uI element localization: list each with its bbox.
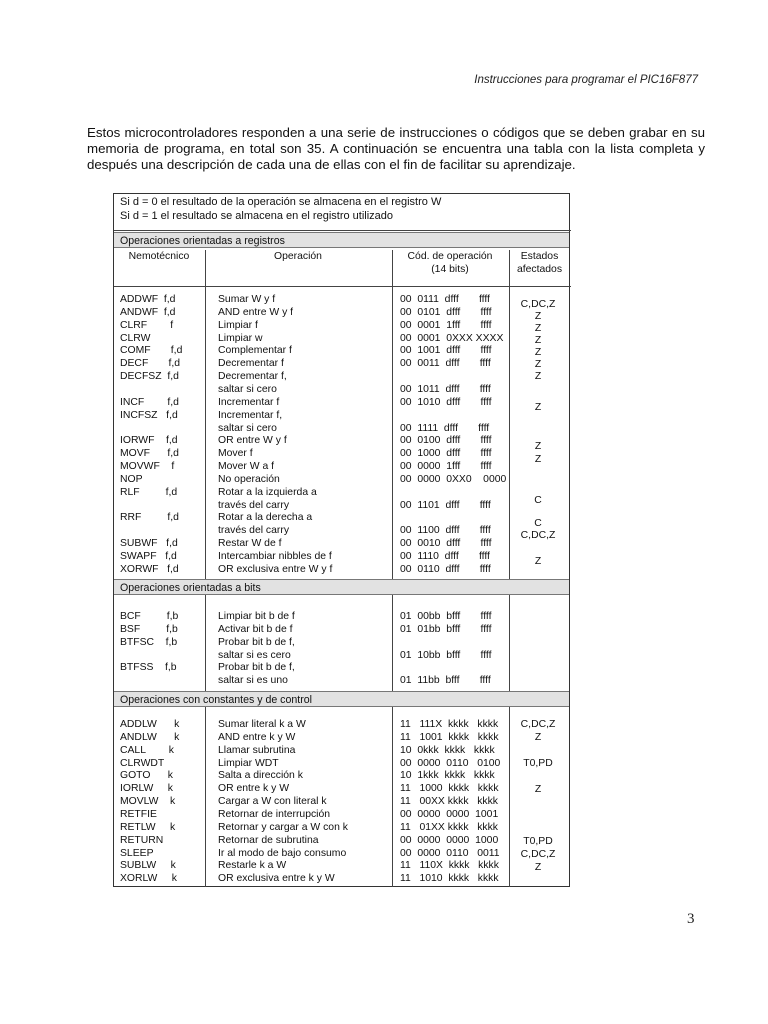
mnemonic-cell: ANDWF f,d <box>120 306 176 318</box>
opcode-cell: 00 0110 dfff ffff <box>400 563 491 575</box>
section-title-registers: Operaciones orientadas a registros <box>114 232 569 248</box>
opcode-cell: 00 1110 dfff ffff <box>400 551 490 562</box>
table-row <box>114 847 571 860</box>
page-header-title: Instrucciones para programar el PIC16F877 <box>474 74 698 86</box>
mnemonic-cell: RLF f,d <box>120 486 178 498</box>
table-row <box>114 610 571 623</box>
mnemonic-cell: RETFIE <box>120 808 157 820</box>
opcode-cell: 00 1101 dfff ffff <box>400 499 491 511</box>
operation-cell: OR exclusiva entre k y W <box>218 873 335 885</box>
operation-cell: OR exclusiva entre W y f <box>218 563 333 575</box>
flags-cell <box>509 797 567 809</box>
mnemonic-cell: ADDWF f,d <box>120 294 176 305</box>
flags-cell: Z <box>534 454 542 465</box>
page-number: 3 <box>687 911 695 927</box>
operation-cell: OR entre W y f <box>218 435 287 447</box>
opcode-cell: 00 0000 0110 0100 <box>400 757 501 769</box>
opcode-cell: 00 0001 1fff ffff <box>400 319 492 331</box>
table-row <box>114 422 571 435</box>
mnemonic-cell: NOP <box>120 473 143 485</box>
table-row <box>114 293 571 306</box>
mnemonic-cell: BSF f,b <box>120 623 178 635</box>
flags-cell: Z <box>534 359 542 370</box>
table-row <box>114 821 571 834</box>
table-row <box>114 306 571 319</box>
operation-cell: saltar si es cero <box>218 649 291 661</box>
operation-cell: Decrementar f, <box>218 371 287 383</box>
table-row <box>114 524 571 537</box>
opcode-cell: 00 1000 dfff ffff <box>400 448 492 460</box>
opcode-cell: 01 11bb bfff ffff <box>400 675 491 687</box>
table-row <box>114 718 571 731</box>
operation-cell: No operación <box>218 473 280 485</box>
opcode-cell: 10 0kkk kkkk kkkk <box>400 744 495 756</box>
note-d1: Si d = 1 el resultado se almacena en el registro utilizado <box>120 210 394 222</box>
opcode-cell: 10 1kkk kkkk kkkk <box>400 770 495 782</box>
opcode-cell: 00 0000 0XX0 0000 <box>400 473 507 485</box>
opcode-cell: 11 110X kkkk kkkk <box>400 860 499 872</box>
flags-cell <box>509 823 567 835</box>
column-header-mnemonic: Nemotécnico <box>128 251 190 262</box>
mnemonic-cell: CALL k <box>120 744 174 756</box>
flags-cell <box>509 875 567 887</box>
flags-cell: Z <box>534 323 542 334</box>
mnemonic-cell: GOTO k <box>120 770 173 782</box>
opcode-cell: 00 1111 dfff ffff <box>400 422 490 434</box>
flags-cell: Z <box>534 402 542 413</box>
flags-cell: Z <box>534 732 542 743</box>
mnemonic-cell: XORLW k <box>120 873 177 885</box>
opcode-cell: 00 1001 dfff ffff <box>400 345 492 357</box>
opcode-cell: 00 1011 dfff ffff <box>400 383 491 395</box>
operation-cell: Probar bit b de f, <box>218 636 295 648</box>
intro-paragraph: Estos microcontroladores responden a una serie de instrucciones o códigos que se deben grabar en su memoria de programa, en total son 35. A continuación se encuentra una tabla con la lista completa y después una descripción de cada una de ellas con el fin de facilitar su aprendizaje. <box>87 125 705 172</box>
opcode-cell: 00 0111 dfff ffff <box>400 294 490 305</box>
mnemonic-cell: SUBWF f,d <box>120 538 178 550</box>
mnemonic-cell: COMF f,d <box>120 345 183 357</box>
mnemonic-cell: RETLW k <box>120 821 176 833</box>
column-header-divider <box>114 286 571 287</box>
operation-cell: través del carry <box>218 499 290 511</box>
operation-cell: Intercambiar nibbles de f <box>218 551 332 562</box>
table-row <box>114 782 571 795</box>
operation-cell: Incrementar f, <box>218 409 283 421</box>
table-row <box>114 396 571 409</box>
operation-cell: Restarle k a W <box>218 860 287 872</box>
table-row <box>114 744 571 757</box>
operation-cell: Retornar de interrupción <box>218 808 331 820</box>
column-header-operation: Operación <box>274 251 322 262</box>
opcode-cell: 01 00bb bfff ffff <box>400 611 492 622</box>
operation-cell: Limpiar bit b de f <box>218 611 295 622</box>
mnemonic-cell: CLRWDT <box>120 757 165 769</box>
flags-cell: C,DC,Z <box>520 530 556 541</box>
table-row <box>114 447 571 460</box>
table-row <box>114 473 571 486</box>
table-row <box>114 636 571 649</box>
table-row <box>114 344 571 357</box>
opcode-cell: 00 0001 0XXX XXXX <box>400 332 504 344</box>
opcode-cell: 00 0101 dfff ffff <box>400 306 492 318</box>
table-row <box>114 872 571 885</box>
flags-cell <box>509 771 567 783</box>
operation-cell: AND entre W y f <box>218 306 294 318</box>
table-row <box>114 357 571 370</box>
mnemonic-cell: SWAPF f,d <box>120 551 177 562</box>
flags-cell <box>509 810 567 822</box>
flags-cell: C,DC,Z <box>520 299 556 310</box>
mnemonic-cell: IORLW k <box>120 783 173 795</box>
operation-cell: Limpiar f <box>218 319 258 331</box>
table-row <box>114 563 571 576</box>
flags-cell <box>509 745 567 757</box>
operation-cell: AND entre k y W <box>218 731 296 743</box>
mnemonic-cell: IORWF f,d <box>120 435 178 447</box>
opcode-cell: 00 1100 dfff ffff <box>400 525 491 537</box>
mnemonic-cell: INCF f,d <box>120 396 179 408</box>
notes-divider <box>114 230 571 231</box>
table-row <box>114 486 571 499</box>
opcode-cell: 11 1010 kkkk kkkk <box>400 873 499 885</box>
opcode-cell: 11 1000 kkkk kkkk <box>400 783 499 795</box>
operation-cell: Rotar a la derecha a <box>218 512 313 524</box>
table-row <box>114 460 571 473</box>
operation-cell: Limpiar WDT <box>218 757 279 769</box>
flags-cell: T0,PD <box>523 758 553 769</box>
table-row <box>114 383 571 396</box>
mnemonic-cell: DECF f,d <box>120 358 181 370</box>
flags-cell: C <box>534 495 542 506</box>
table-row <box>114 769 571 782</box>
operation-cell: Activar bit b de f <box>218 623 293 635</box>
mnemonic-cell: CLRF f <box>120 319 174 331</box>
column-header-flags: Estados afectados <box>516 251 563 275</box>
operation-cell: Ir al modo de bajo consumo <box>218 847 347 859</box>
table-row <box>114 731 571 744</box>
operation-cell: Restar W de f <box>218 538 282 550</box>
table-row <box>114 795 571 808</box>
mnemonic-cell: BTFSS f,b <box>120 662 177 674</box>
operation-cell: Retornar de subrutina <box>218 834 319 846</box>
mnemonic-cell: MOVF f,d <box>120 448 179 460</box>
operation-cell: Mover f <box>218 448 253 460</box>
table-row <box>114 834 571 847</box>
flags-cell: Z <box>534 862 542 873</box>
flags-cell: Z <box>534 441 542 452</box>
operation-cell: Retornar y cargar a W con k <box>218 821 348 833</box>
flags-cell: Z <box>534 371 542 382</box>
opcode-cell: 00 1010 dfff ffff <box>400 396 492 408</box>
operation-cell: Limpiar w <box>218 332 263 344</box>
opcode-cell: 00 0000 1fff ffff <box>400 461 492 473</box>
table-row <box>114 859 571 872</box>
section-title-constants: Operaciones con constantes y de control <box>114 691 569 707</box>
opcode-cell: 11 1001 kkkk kkkk <box>400 731 499 743</box>
flags-cell: C <box>534 518 542 529</box>
opcode-cell: 00 0000 0000 1001 <box>400 808 499 820</box>
mnemonic-cell: SUBLW k <box>120 860 176 872</box>
mnemonic-cell: MOVLW k <box>120 796 176 808</box>
operation-cell: Mover W a f <box>218 461 275 473</box>
mnemonic-cell: INCFSZ f,d <box>120 409 178 421</box>
operation-cell: Probar bit b de f, <box>218 662 295 674</box>
operation-cell: Sumar literal k a W <box>218 719 306 730</box>
operation-cell: saltar si cero <box>218 383 277 395</box>
column-header-opcode: Cód. de operación (14 bits) <box>407 251 493 275</box>
opcode-cell: 00 0100 dfff ffff <box>400 435 492 447</box>
table-row <box>114 499 571 512</box>
operation-cell: Incrementar f <box>218 396 280 408</box>
table-row <box>114 674 571 687</box>
table-row <box>114 808 571 821</box>
operation-cell: Salta a dirección k <box>218 770 303 782</box>
table-row <box>114 550 571 563</box>
table-row <box>114 537 571 550</box>
mnemonic-cell: RRF f,d <box>120 512 179 524</box>
opcode-cell: 01 10bb bfff ffff <box>400 649 492 661</box>
instruction-table <box>113 193 570 887</box>
opcode-cell: 11 111X kkkk kkkk <box>400 719 499 730</box>
table-row <box>114 661 571 674</box>
table-row <box>114 409 571 422</box>
flags-cell: C,DC,Z <box>520 719 556 730</box>
flags-cell: Z <box>534 784 542 795</box>
table-row <box>114 623 571 636</box>
operation-cell: Decrementar f <box>218 358 284 370</box>
mnemonic-cell: RETURN <box>120 834 164 846</box>
operation-cell: Llamar subrutina <box>218 744 296 756</box>
table-row <box>114 370 571 383</box>
mnemonic-cell: XORWF f,d <box>120 563 179 575</box>
operation-cell: través del carry <box>218 525 290 537</box>
opcode-cell: 00 0000 0000 1000 <box>400 834 499 846</box>
opcode-cell: 01 01bb bfff ffff <box>400 623 492 635</box>
table-row <box>114 332 571 345</box>
mnemonic-cell: CLRW <box>120 332 151 344</box>
operation-cell: Rotar a la izquierda a <box>218 486 317 498</box>
operation-cell: Sumar W y f <box>218 294 276 305</box>
opcode-cell: 00 0011 dfff ffff <box>400 358 491 370</box>
flags-cell: C,DC,Z <box>520 849 556 860</box>
flags-cell: Z <box>534 335 542 346</box>
mnemonic-cell: BTFSC f,b <box>120 636 178 648</box>
table-row <box>114 649 571 662</box>
operation-cell: Cargar a W con literal k <box>218 796 327 808</box>
flags-cell: Z <box>534 556 542 567</box>
table-row <box>114 757 571 770</box>
section-title-bits: Operaciones orientadas a bits <box>114 579 569 595</box>
opcode-cell: 11 00XX kkkk kkkk <box>400 796 498 808</box>
mnemonic-cell: SLEEP <box>120 847 154 859</box>
mnemonic-cell: BCF f,b <box>120 611 179 622</box>
operation-cell: saltar si cero <box>218 422 277 434</box>
mnemonic-cell: ANDLW k <box>120 731 180 743</box>
operation-cell: Complementar f <box>218 345 292 357</box>
flags-cell: T0,PD <box>523 836 553 847</box>
table-row <box>114 434 571 447</box>
flags-cell: Z <box>534 347 542 358</box>
mnemonic-cell: DECFSZ f,d <box>120 371 179 383</box>
operation-cell: OR entre k y W <box>218 783 290 795</box>
note-d0: Si d = 0 el resultado de la operación se almacena en el registro W <box>120 196 442 208</box>
operation-cell: saltar si es uno <box>218 675 288 687</box>
opcode-cell: 11 01XX kkkk kkkk <box>400 821 498 833</box>
table-row <box>114 511 571 524</box>
opcode-cell: 00 0000 0110 0011 <box>400 847 500 859</box>
mnemonic-cell: MOVWF f <box>120 461 175 473</box>
mnemonic-cell: ADDLW k <box>120 719 180 730</box>
flags-cell: Z <box>534 311 542 322</box>
opcode-cell: 00 0010 dfff ffff <box>400 538 492 550</box>
table-row <box>114 319 571 332</box>
